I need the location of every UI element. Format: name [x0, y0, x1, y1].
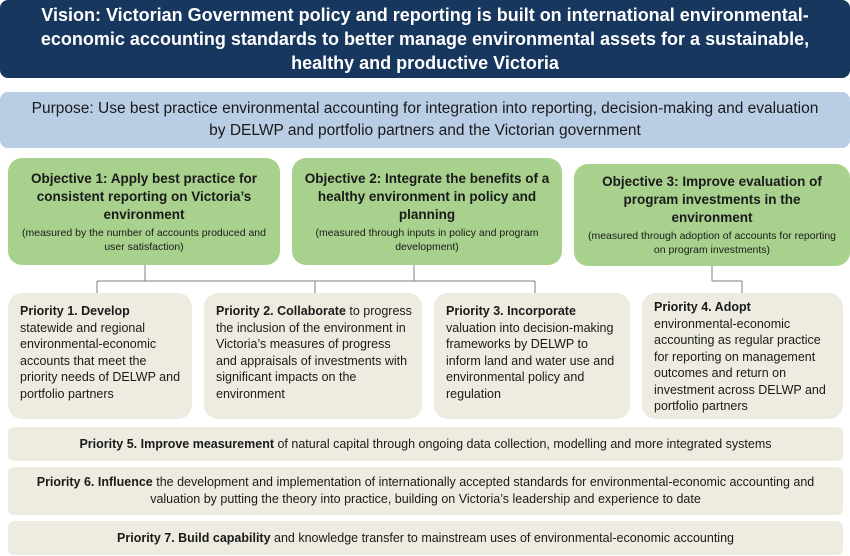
- priority-7-label: Priority 7. Build capability: [117, 530, 271, 545]
- purpose-banner: [0, 92, 850, 148]
- priority-6-label: Priority 6. Influence: [36, 475, 153, 489]
- objective-3: [574, 164, 850, 266]
- priority-4-label: Priority 4. Adopt: [654, 300, 751, 314]
- objective-3-measure: (measured through adoption of accounts for reporting on program investments): [587, 230, 837, 256]
- priority-7: [8, 521, 843, 555]
- objective-2-measure: (measured through inputs in policy and program development): [315, 226, 539, 253]
- priority-5-label: Priority 5. Improve measurement: [79, 436, 274, 451]
- vision-banner: [0, 0, 850, 78]
- vision-text: Vision: Victorian Government policy and reporting is built on international environmental-economic accounting standards to better manage environmental assets for a sustainable, healthy and productive Victoria: [40, 5, 810, 73]
- objective-1-title: Objective 1: Apply best practice for consistent reporting on Victoria’s environment: [30, 170, 258, 222]
- priority-6: [8, 467, 843, 515]
- priority-5: [8, 427, 843, 461]
- priority-2: [204, 293, 422, 419]
- objective-1-measure: (measured by the number of accounts produced and user satisfaction): [22, 226, 266, 253]
- priority-4: [642, 293, 843, 419]
- priority-3-text: valuation into decision-making frameworks by DELWP to inform land and water use and environmental policy and regulation: [446, 320, 615, 401]
- priority-1: [8, 293, 192, 419]
- priority-1-label: Priority 1. Develop: [20, 304, 130, 318]
- priority-1-text: statewide and regional environmental-economic accounts that meet the priority needs of DELWP and portfolio partners: [20, 320, 181, 401]
- objective-2-title: Objective 2: Integrate the benefits of a healthy environment in policy and planning: [304, 170, 550, 222]
- priority-4-text: environmental-economic accounting as regular practice for reporting on management outcomes and return on investment across DELWP and portfolio partners: [654, 316, 826, 413]
- priority-5-text: of natural capital through ongoing data collection, modelling and more integrated systems: [274, 436, 772, 451]
- priority-2-label: Priority 2. Collaborate: [216, 304, 346, 318]
- priority-6-text: the development and implementation of internationally accepted standards for environmental-economic accounting and valuation by putting the theory into practice, building on Victoria’s leadership and experience to date: [150, 475, 815, 506]
- objective-2: [292, 158, 562, 265]
- priority-2-text: to progress the inclusion of the environment in Victoria’s measures of progress and appraisals of investments with significant impacts on the environment: [216, 304, 412, 401]
- purpose-text: Purpose: Use best practice environmental accounting for integration into reporting, decision-making and evaluation by DELWP and portfolio partners and the Victorian government: [31, 100, 819, 139]
- priority-7-text: and knowledge transfer to mainstream uses of environmental-economic accounting: [270, 530, 734, 545]
- priority-3: [434, 293, 630, 419]
- objective-1: [8, 158, 280, 265]
- priority-3-label: Priority 3. Incorporate: [446, 304, 576, 318]
- objective-3-title: Objective 3: Improve evaluation of program investments in the environment: [602, 174, 822, 225]
